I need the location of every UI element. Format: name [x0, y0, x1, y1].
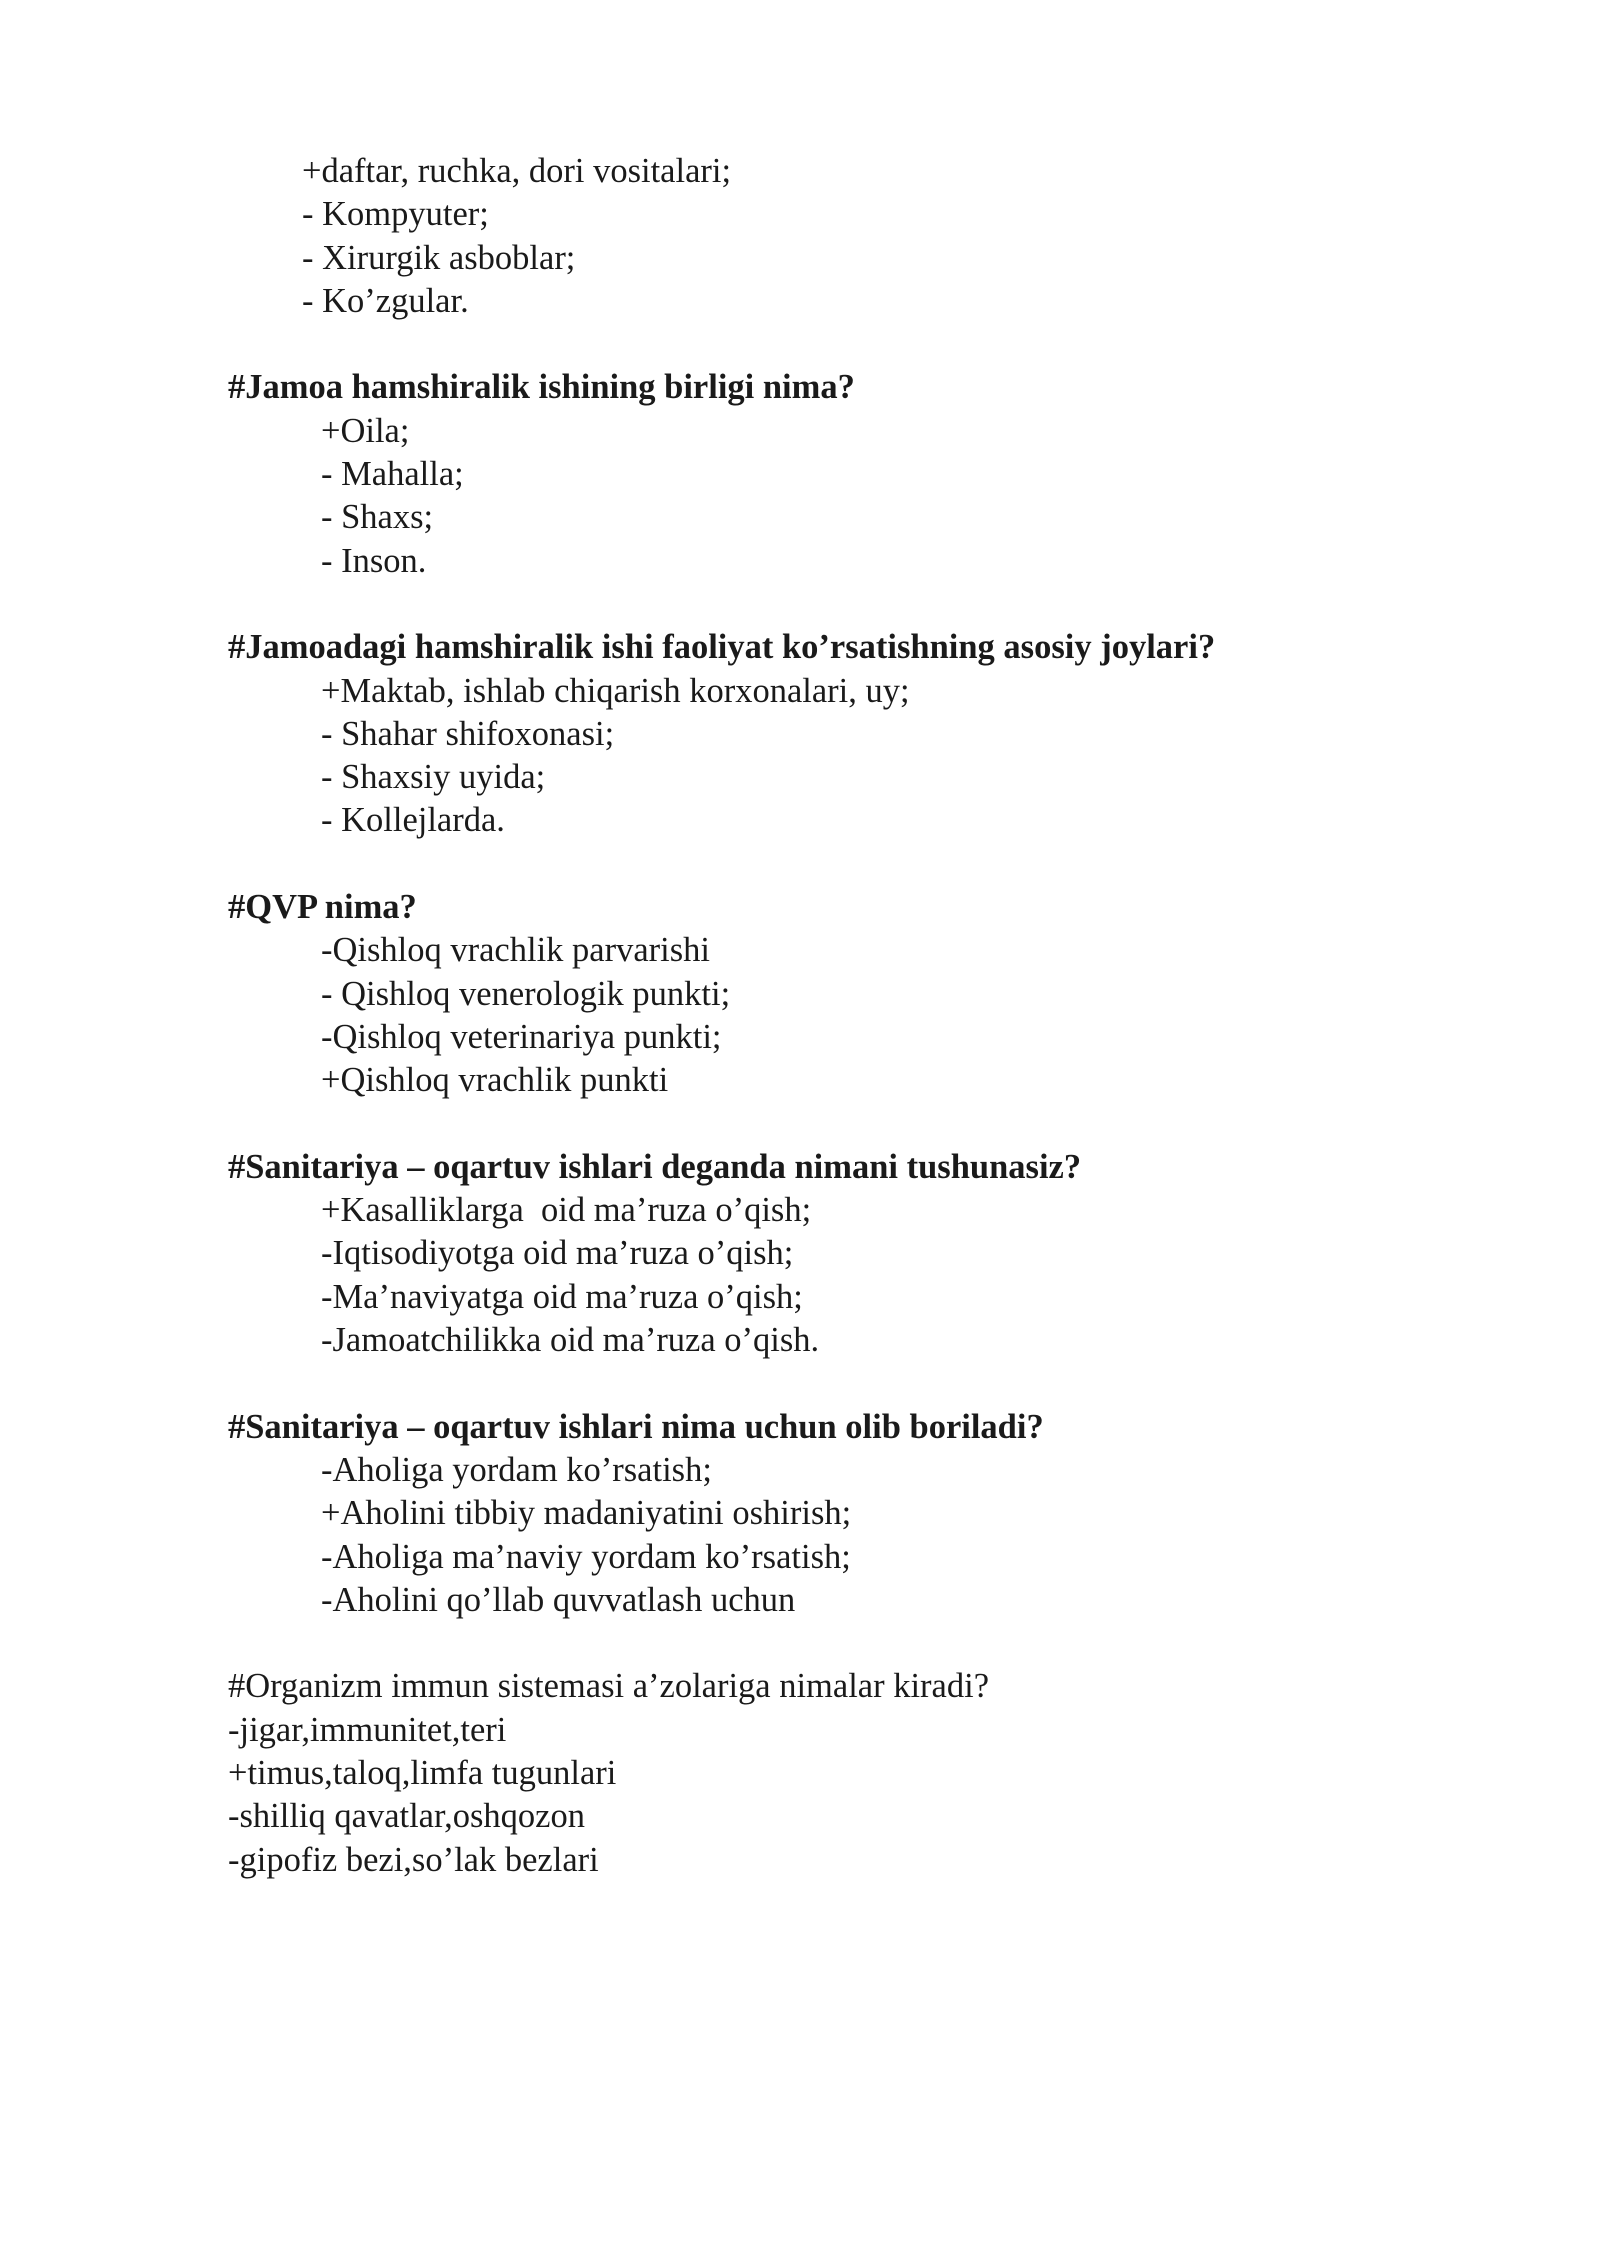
spacer	[228, 323, 1428, 366]
question-block	[228, 1665, 1428, 1881]
question-text: #QVP nima?	[228, 888, 417, 927]
answer-option: -Aholiga ma’naviy yordam ko’rsatish;	[321, 1537, 851, 1576]
question-text: #Organizm immun sistemasi a’zolariga nimalar kiradi?	[228, 1667, 990, 1706]
answer-option: -Iqtisodiyotga oid ma’ruza o’qish;	[321, 1234, 794, 1273]
answer-option: -gipofiz bezi,so’lak bezlari	[228, 1840, 599, 1879]
answer-option: -Aholiga yordam ko’rsatish;	[321, 1450, 712, 1489]
answer-option: - Shahar shifoxonasi;	[321, 714, 615, 753]
question-block	[228, 886, 1428, 1102]
question-text: #Jamoa hamshiralik ishining birligi nima?	[228, 368, 855, 407]
answer-option: -Jamoatchilikka oid ma’ruza o’qish.	[321, 1321, 820, 1360]
spacer	[228, 1622, 1428, 1665]
answer-option: - Inson.	[321, 541, 427, 580]
question-text: #Sanitariya – oqartuv ishlari nima uchun olib boriladi?	[228, 1407, 1044, 1446]
answer-option: - Shaxsiy uyida;	[321, 758, 546, 797]
answer-option: - Kollejlarda.	[321, 801, 505, 840]
question-block	[228, 626, 1428, 842]
answer-option: -Aholini qo’llab quvvatlash uchun	[321, 1580, 796, 1619]
question-block	[228, 1406, 1428, 1622]
answer-option: - Qishloq venerologik punkti;	[321, 974, 731, 1013]
answer-option: - Kompyuter;	[302, 195, 489, 234]
answer-option: - Ko’zgular.	[302, 281, 469, 320]
answer-option: - Mahalla;	[321, 455, 464, 494]
answer-option: -jigar,immunitet,teri	[228, 1710, 507, 1749]
spacer	[228, 1362, 1428, 1405]
answer-option: -shilliq qavatlar,oshqozon	[228, 1797, 585, 1836]
answer-option: +Qishloq vrachlik punkti	[321, 1061, 669, 1100]
question-block	[228, 366, 1428, 582]
question-text: #Sanitariya – oqartuv ishlari deganda nimani tushunasiz?	[228, 1147, 1082, 1186]
answer-option: +Maktab, ishlab chiqarish korxonalari, uy;	[321, 671, 910, 710]
answer-option: -Qishloq veterinariya punkti;	[321, 1017, 722, 1056]
spacer	[228, 583, 1428, 626]
answer-option: -Qishloq vrachlik parvarishi	[321, 931, 710, 970]
answer-option: +timus,taloq,limfa tugunlari	[228, 1753, 617, 1792]
answer-option: -Ma’naviyatga oid ma’ruza o’qish;	[321, 1277, 803, 1316]
answer-option: +Oila;	[321, 411, 410, 450]
answer-option: +Aholini tibbiy madaniyatini oshirish;	[321, 1494, 852, 1533]
spacer	[228, 1103, 1428, 1146]
answer-option: +daftar, ruchka, dori vositalari;	[302, 152, 732, 190]
answer-list	[228, 150, 1428, 323]
answer-option: - Shaxs;	[321, 498, 434, 537]
answer-option: +Kasalliklarga oid ma’ruza o’qish;	[321, 1191, 812, 1230]
answer-option: - Xirurgik asboblar;	[302, 238, 576, 277]
question-block	[228, 1146, 1428, 1362]
test-questions	[228, 150, 1428, 1882]
spacer	[228, 843, 1428, 886]
question-text: #Jamoadagi hamshiralik ishi faoliyat ko’rsatishning asosiy joylari?	[228, 628, 1216, 667]
